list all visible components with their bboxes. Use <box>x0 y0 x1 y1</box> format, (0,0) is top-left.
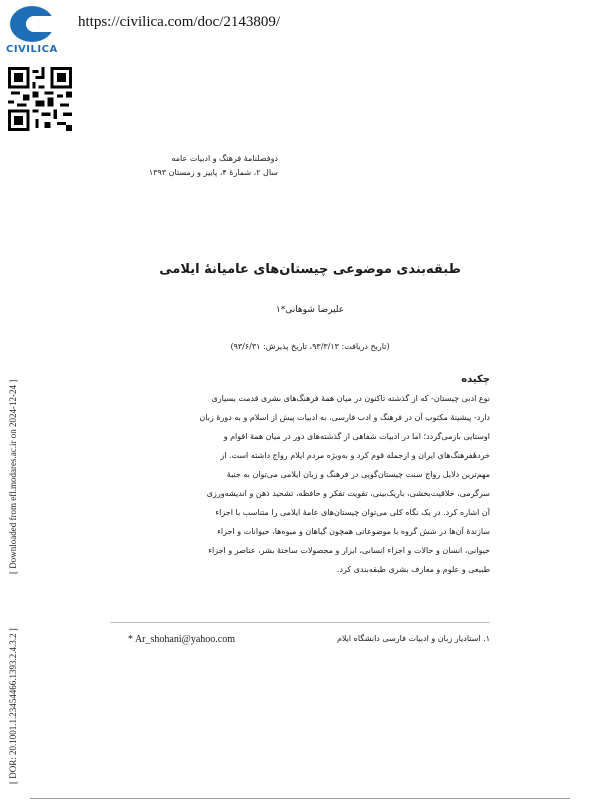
footnote-divider <box>110 622 490 623</box>
journal-issue: سال ۲، شمارهٔ ۴، پاییز و زمستان ۱۳۹۳ <box>148 168 278 177</box>
abstract-heading: چکیده <box>461 374 490 385</box>
abstract-line: طبیعی و علوم و معارف بشری طبقه‌بندی کرد. <box>336 565 490 574</box>
page-bottom-divider <box>30 798 570 799</box>
article-title: طبقه‌بندی موضوعی چیستان‌های عامیانهٔ ایلامی <box>159 262 461 277</box>
author-email: * Ar_shohani@yahoo.com <box>128 634 235 645</box>
download-note: [ Downloaded from efl.modares.ac.ir on 2024-12-24 ] <box>8 379 18 574</box>
author-affiliation: ۱. استادیار زبان و ادبیات فارسی دانشگاه ایلام <box>336 634 490 643</box>
abstract-body <box>115 389 490 579</box>
journal-name: دوفصلنامهٔ فرهنگ و ادبیات عامه <box>171 154 278 163</box>
article-author: علیرضا شوهانی*۱ <box>275 305 345 315</box>
abstract-line: اوستایی بازمی‌گردد؛ اما در ادبیات شفاهی از گذشته‌های دور در میان همهٔ اقوام و <box>223 432 490 441</box>
civilica-logo <box>4 6 60 58</box>
qr-code-icon <box>8 67 72 131</box>
doi-note: [ DOR: 20.1001.1.23454466.1393.2.4.3.2 ] <box>8 628 18 784</box>
abstract-line: دارد- پیشینهٔ مکتوب آن در فرهنگ و ادب فارسی، به ادبیات پیش از اسلام و به دورهٔ زبان <box>199 413 490 422</box>
abstract-line: سازندهٔ آن‌ها در شش گروه با موضوعاتی همچون گیاهان و میوه‌ها، حیوانات و اجزاء <box>217 527 490 536</box>
abstract-line: آن اشاره کرد. در یک نگاه کلی می‌توان چیستان‌های عامهٔ ایلامی را متناسب با اجزاء <box>215 508 490 517</box>
abstract-line: سرگرمی، خلاقیت‌بخشی، باریک‌بینی، تقویت تفکر و حافظه، تشحید ذهن و اندیشه‌ورزی <box>206 489 490 498</box>
civilica-logo-icon <box>10 6 54 42</box>
abstract-line: خردهٔفرهنگ‌های ایران و ازجمله قوم کرد و به‌ویژه مردم ایلام رواج داشته است. از <box>220 451 490 460</box>
journal-header <box>149 152 278 180</box>
abstract-line: حیوانی، انسان و حالات و اجزاء انسانی، ابزار و محصولات ساختهٔ بشر، عناصر و اجزاء <box>208 546 490 555</box>
logo-text: CIVILICA <box>6 44 58 55</box>
article-dates: (تاریخ دریافت: ۹۳/۳/۱۳، تاریخ پذیرش: ۹۳/۶/۳۱) <box>230 342 390 351</box>
abstract-line: نوع ادبی چیستان- که از گذشته تاکنون در میان همهٔ فرهنگ‌های بشری قدمت بسیاری <box>211 394 490 403</box>
abstract-line: مهم‌ترین دلایل رواج سنت چیستان‌گویی در فرهنگ و زبان ایلامی می‌توان به جنبهٔ <box>226 470 490 479</box>
document-url[interactable]: https://civilica.com/doc/2143809/ <box>78 14 281 30</box>
